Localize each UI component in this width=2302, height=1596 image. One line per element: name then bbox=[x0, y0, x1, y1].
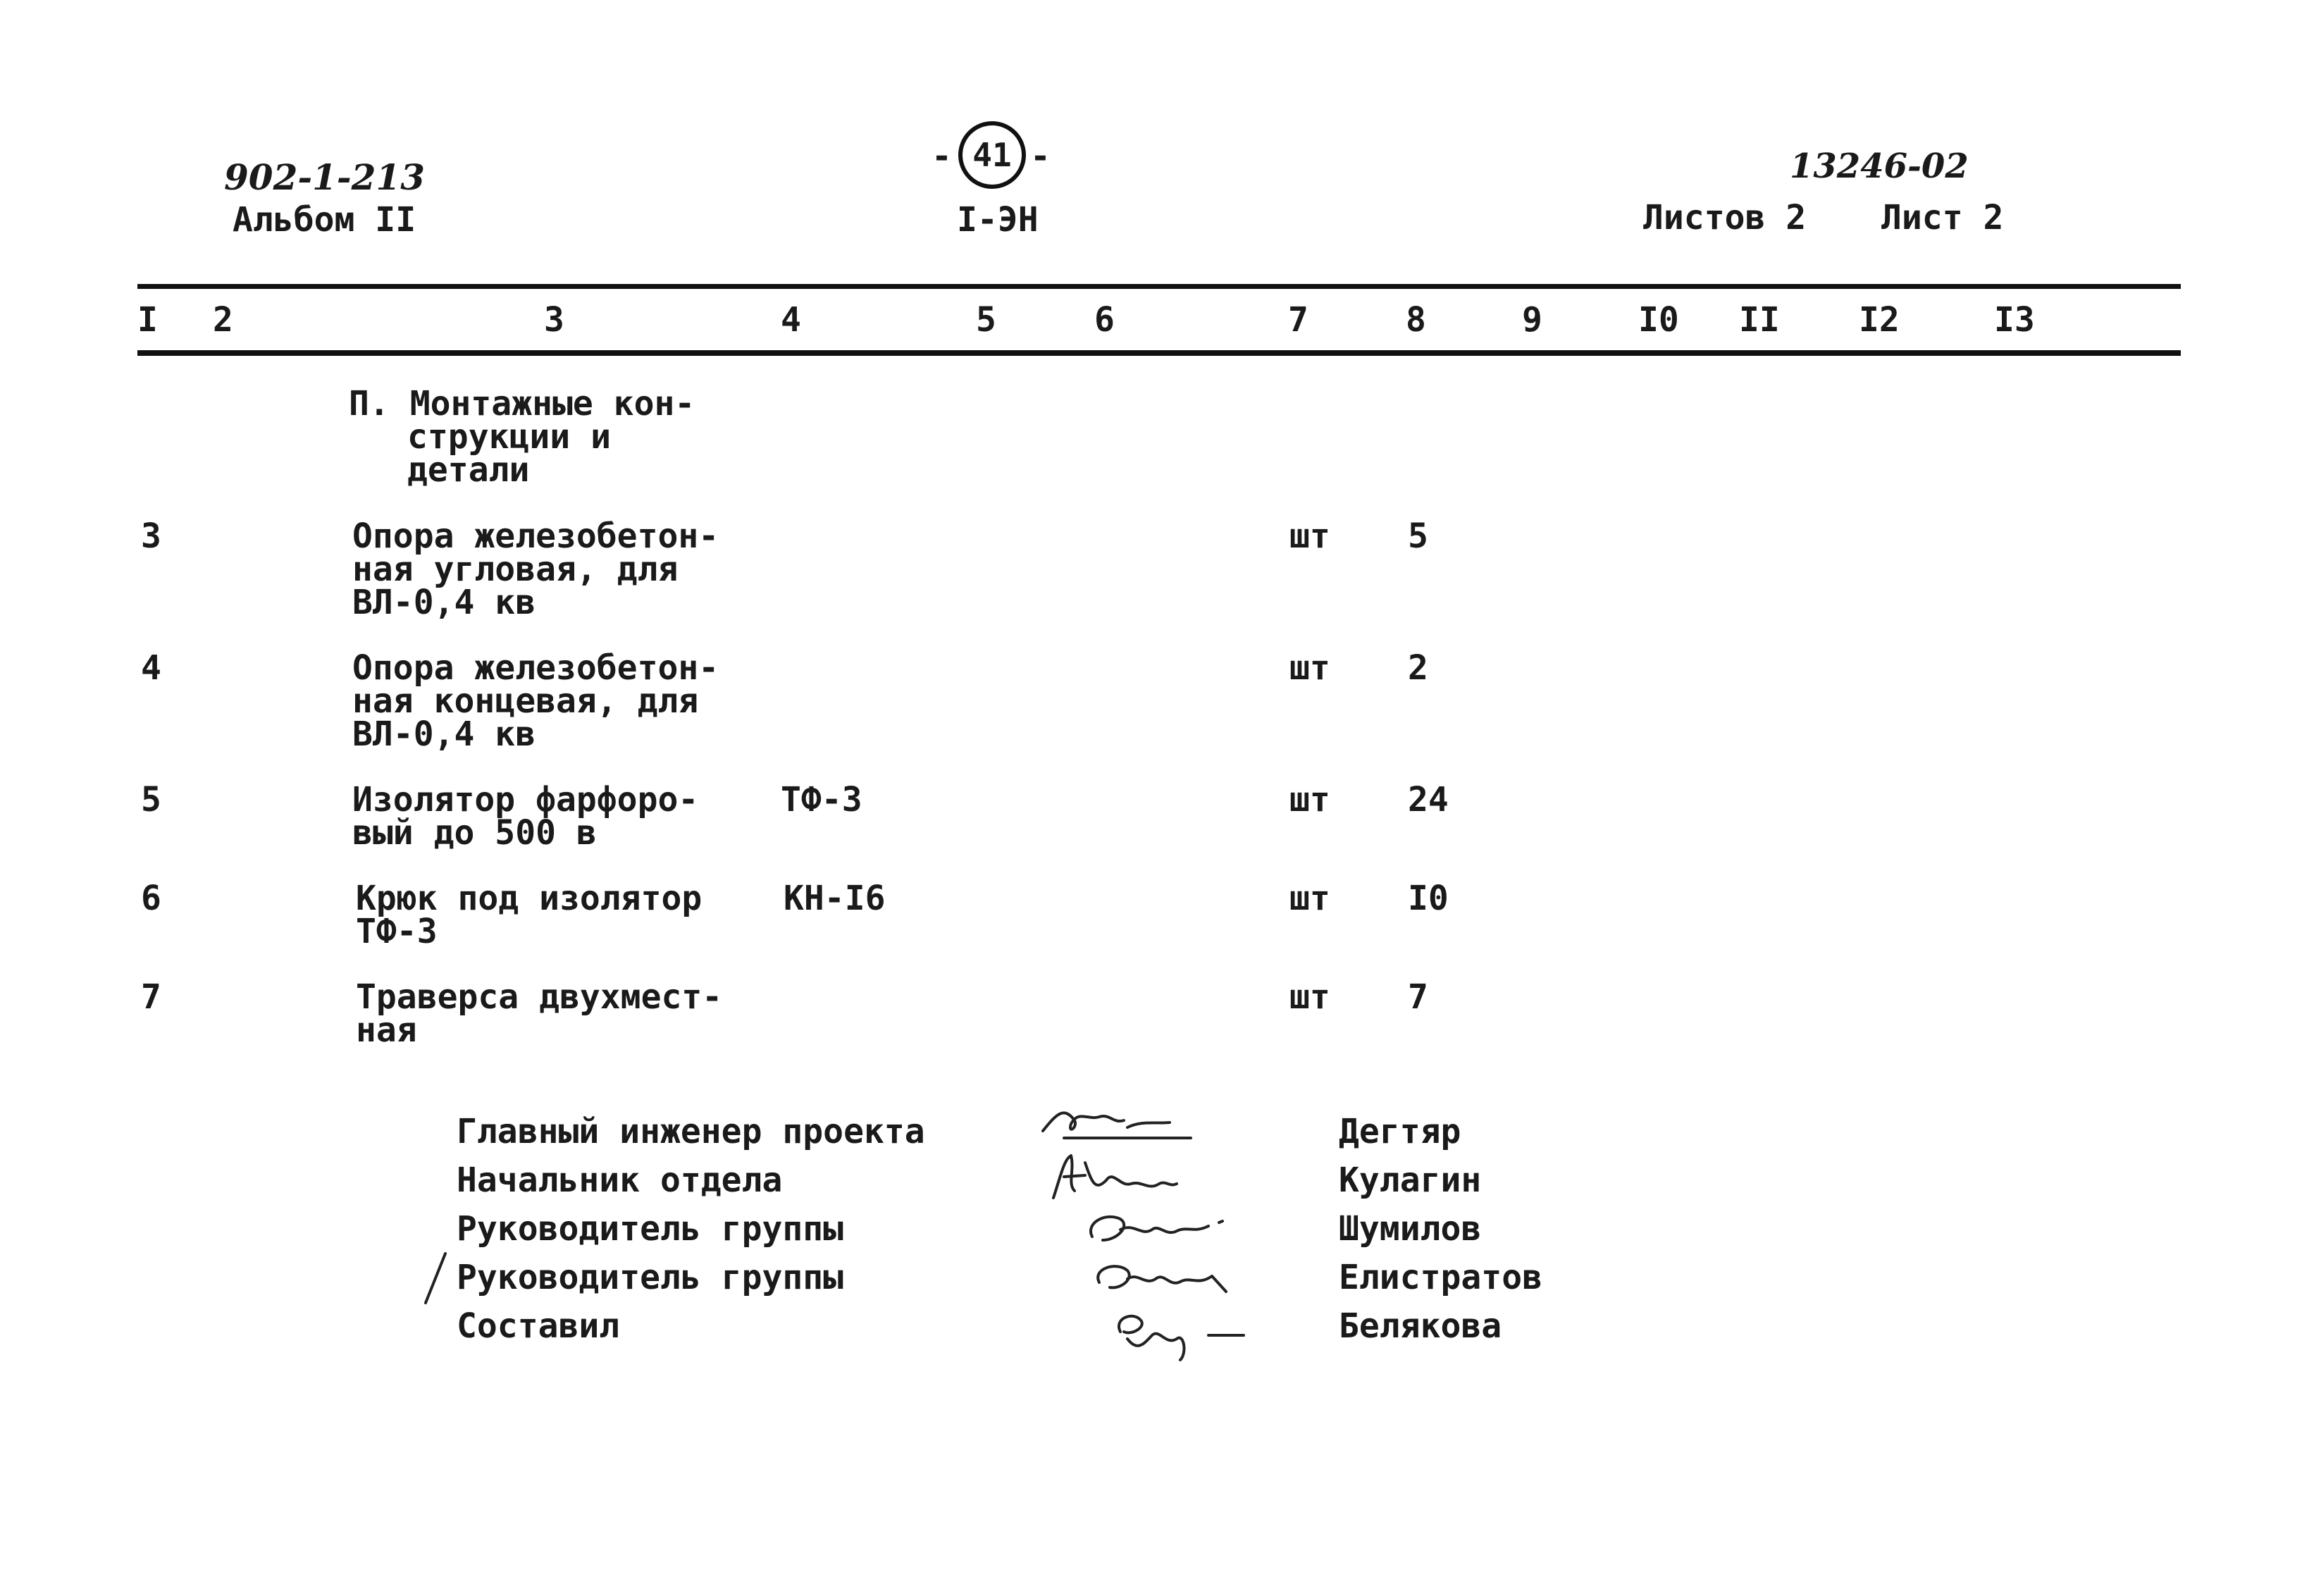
row-name-line: ВЛ-0,4 кв bbox=[352, 583, 536, 622]
header-top-rule bbox=[137, 284, 2181, 289]
signature-handwritten bbox=[1043, 1149, 1198, 1205]
row-quantity: 7 bbox=[1408, 977, 1428, 1017]
row-type: ТФ-3 bbox=[781, 780, 862, 819]
signature-name: Елистратов bbox=[1339, 1258, 1542, 1297]
signature-name: Белякова bbox=[1339, 1306, 1502, 1346]
margin-slash-mark bbox=[421, 1251, 450, 1307]
row-name-line: Опора железобетон- bbox=[352, 516, 719, 556]
column-header: II bbox=[1739, 300, 1780, 340]
section-title-line: струкции и bbox=[407, 417, 611, 457]
row-name-line: ная bbox=[356, 1010, 417, 1050]
row-name-line: Траверса двухмест- bbox=[356, 977, 723, 1017]
column-header: 4 bbox=[781, 300, 801, 340]
column-header: I0 bbox=[1638, 300, 1679, 340]
column-header: I bbox=[137, 300, 158, 340]
row-unit: шт bbox=[1289, 648, 1330, 688]
row-name-line: ная концевая, для bbox=[352, 681, 699, 721]
signature-role: Руководитель группы bbox=[457, 1258, 844, 1297]
row-unit: шт bbox=[1289, 879, 1330, 918]
row-quantity: I0 bbox=[1408, 879, 1449, 918]
column-header: 9 bbox=[1522, 300, 1542, 340]
row-name-line: ТФ-3 bbox=[356, 912, 438, 951]
row-quantity: 2 bbox=[1408, 648, 1428, 688]
column-header: 6 bbox=[1094, 300, 1115, 340]
sheets-total: Листов 2 bbox=[1643, 198, 1807, 237]
row-name-line: ная угловая, для bbox=[352, 550, 679, 589]
row-unit: шт bbox=[1289, 516, 1330, 556]
row-name-line: вый до 500 в bbox=[352, 813, 597, 853]
signature-handwritten bbox=[1036, 1099, 1205, 1149]
signature-role: Начальник отдела bbox=[457, 1161, 783, 1200]
row-type: КН-I6 bbox=[784, 879, 886, 918]
section-code: I-ЭН bbox=[957, 200, 1039, 240]
row-quantity: 24 bbox=[1408, 780, 1449, 819]
column-header: 8 bbox=[1406, 300, 1426, 340]
sheet-current: Лист 2 bbox=[1881, 198, 2004, 237]
signature-handwritten bbox=[1085, 1251, 1240, 1307]
page-number: 41 bbox=[972, 136, 1012, 174]
section-title-line: П. Монтажные кон- bbox=[349, 384, 695, 423]
album-label: Альбом II bbox=[233, 200, 416, 240]
column-header: 3 bbox=[544, 300, 564, 340]
column-header: 7 bbox=[1288, 300, 1308, 340]
row-quantity: 5 bbox=[1408, 516, 1428, 556]
row-unit: шт bbox=[1289, 977, 1330, 1017]
header-bottom-rule bbox=[137, 350, 2181, 356]
page-number-dash-left: - bbox=[932, 137, 952, 176]
page-number-circle bbox=[958, 121, 1026, 189]
row-position: 3 bbox=[141, 516, 161, 556]
page-number-dash-right: - bbox=[1030, 137, 1051, 176]
row-position: 5 bbox=[141, 780, 161, 819]
signature-handwritten bbox=[1103, 1304, 1265, 1367]
column-header: I3 bbox=[1994, 300, 2035, 340]
document-number: 902-1-213 bbox=[224, 156, 426, 198]
row-name-line: Крюк под изолятор bbox=[356, 879, 703, 918]
inventory-number: 13246-02 bbox=[1790, 147, 1969, 186]
row-name-line: Опора железобетон- bbox=[352, 648, 719, 688]
row-name-line: ВЛ-0,4 кв bbox=[352, 715, 536, 754]
row-position: 7 bbox=[141, 977, 161, 1017]
signature-name: Шумилов bbox=[1339, 1209, 1482, 1249]
signature-name: Кулагин bbox=[1339, 1161, 1482, 1200]
column-header: I2 bbox=[1859, 300, 1900, 340]
signature-role: Составил bbox=[457, 1306, 620, 1346]
signature-role: Руководитель группы bbox=[457, 1209, 844, 1249]
row-unit: шт bbox=[1289, 780, 1330, 819]
signature-role: Главный инженер проекта bbox=[457, 1112, 925, 1151]
column-header: 2 bbox=[213, 300, 233, 340]
row-position: 4 bbox=[141, 648, 161, 688]
signature-name: Дегтяр bbox=[1339, 1112, 1461, 1151]
column-header: 5 bbox=[976, 300, 996, 340]
row-position: 6 bbox=[141, 879, 161, 918]
section-title-line: детали bbox=[407, 450, 530, 490]
signature-handwritten bbox=[1078, 1201, 1247, 1258]
row-name-line: Изолятор фарфоро- bbox=[352, 780, 699, 819]
